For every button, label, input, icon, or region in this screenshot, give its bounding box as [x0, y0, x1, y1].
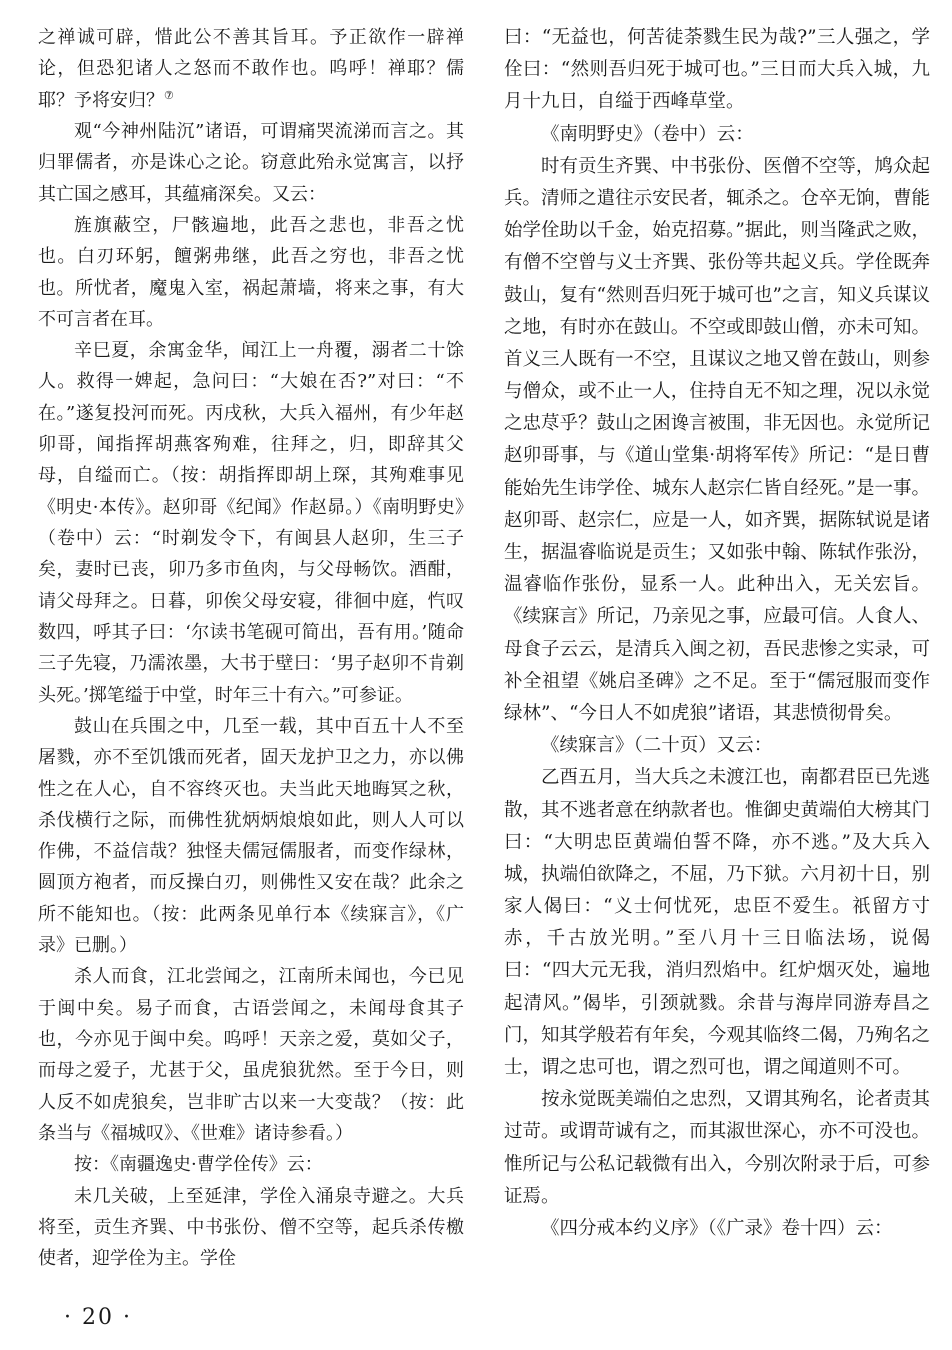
footnote-marker: ⑦ [164, 88, 174, 102]
paragraph-text: 未几关破，上至延津，学佺入涌泉寺避之。大兵将至，贡生齐巽、中书张份、僧不空等，起兵杀传檄使者，迎学佺为主。学佺 [38, 1185, 464, 1270]
paragraph-text: 旌旗蔽空，尸骸遍地，此吾之悲也，非吾之忧也。白刃环躬，饘粥弗继，此吾之穷也，非吾之忧也。所忧者，魔鬼入室，祸起萧墙，将来之事，有大不可言者在耳。 [38, 214, 464, 330]
paragraph [38, 22, 464, 116]
paragraph [504, 730, 930, 762]
paragraph [504, 151, 930, 730]
paragraph-text: 《四分戒本约义序》（《广录》卷十四）云： [541, 1217, 893, 1239]
paragraph-text: 《南明野史》（卷中）云： [541, 123, 754, 145]
paragraph [38, 210, 464, 335]
paragraph [504, 762, 930, 1084]
paragraph-text: 时有贡生齐巽、中书张份、医僧不空等，鸠众起兵。清师之遣往示安民者，辄杀之。仓卒无饷，曹能始学佺助以千金，始克招募。”据此，则当隆武之败，有僧不空曾与义士齐巽、张份等共起义兵。学佺既奔鼓山，复有“然则吾归死于城可也”之言，知义兵谋议之地，有时亦在鼓山。不空或即鼓山僧，亦未可知。首义三人既有一不空，且谋议之地又曾在鼓山，则参与僧众，或不止一人，住持自无不知之理，况以永觉之忠荩乎？鼓山之困谗言被围，非无因也。永觉所记赵卯哥事，与《道山堂集·胡将军传》所记：“是日曹能始先生讳学佺、城东人赵宗仁皆自经死。”是一事。赵卯哥、赵宗仁，应是一人，如齐巽，据陈轼说是诸生，据温睿临说是贡生；又如张中翰、陈轼作张汾，温睿临作张份，显系一人。此种出入，无关宏旨。《续寐言》所记，乃亲见之事，应最可信。人食人、母食子云云，是清兵入闽之初，吾民悲惨之实录，可补全祖望《姚启圣碑》之不足。至于“儒冠服而变作绿林”、“今日人不如虎狼”诸语，其悲愤彻骨矣。 [504, 155, 930, 724]
paragraph-text: 鼓山在兵围之中，几至一载，其中百五十人不至屠戮，亦不至饥饿而死者，固天龙护卫之力，亦以佛性之在人心，自不容终灭也。夫当此天地晦冥之秋，杀伐横行之际，而佛性犹炳炳烺烺如此，则人人可以作佛，不益信哉？独怪夫儒冠儒服者，而变作绿林，圆顶方袍者，而反操白刃，则佛性又安在哉？此余之所不能知也。（按：此两条见单行本《续寐言》，《广录》已删。） [38, 715, 464, 957]
paragraph [38, 116, 464, 210]
paragraph [38, 335, 464, 711]
right-text-column [504, 22, 930, 1245]
paragraph-text: 《续寐言》（二十页）又云： [541, 735, 773, 757]
paragraph [504, 1213, 930, 1245]
paragraph [504, 22, 930, 119]
paragraph-text: 杀人而食，江北尝闻之，江南所未闻也，今已见于闽中矣。易子而食，古语尝闻之，未闻母食其子也，今亦见于闽中矣。呜呼！天亲之爱，莫如父子，而母之爱子，尤甚于父，虽虎狼犹然。至于今日，则人反不如虎狼矣，岂非旷古以来一大变哉？（按：此条当与《福城叹》、《世难》诸诗参看。） [38, 966, 464, 1144]
paragraph [38, 961, 464, 1149]
paragraph [504, 1084, 930, 1213]
paragraph-text: 按永觉既美端伯之忠烈，又谓其殉名，论者责其过苛。或谓苛诚有之，而其淑世深心，亦不可没也。惟所记与公私记载微有出入，今别次附录于后，可参证焉。 [504, 1089, 930, 1207]
paragraph-text: 按：《南疆逸史·曹学佺传》云： [74, 1154, 323, 1176]
paragraph [38, 1181, 464, 1275]
paragraph-text: 乙酉五月，当大兵之未渡江也，南都君臣已先逃散，其不逃者意在纳款者也。惟御史黄端伯大榜其门曰：“大明忠臣黄端伯誓不降，亦不逃。”及大兵入城，执端伯欲降之，不屈，乃下狱。六月初十日，别家人偈曰：“义士何忧死，忠臣不爱生。祇留方寸赤，千古放光明。”至八月十三日临法场，说偈曰：“四大元无我，消归烈焰中。红炉烟灭处，遍地起清风。”偈毕，引颈就戮。余昔与海岸同游寿昌之门，知其学般若有年矣，今观其临终二偈，乃殉名之士，谓之忠可也，谓之烈可也，谓之闻道则不可。 [504, 767, 930, 1078]
page-number: · 20 · [64, 1305, 132, 1330]
left-text-column [38, 22, 464, 1275]
paragraph-text: 之禅诚可辟，惜此公不善其旨耳。予正欲作一辟禅论，但恐犯诸人之怒而不敢作也。呜呼！禅耶？儒耶？予将安归？ [38, 27, 464, 111]
paragraph-text: 观“今神州陆沉”诸语，可谓痛哭流涕而言之。其归罪儒者，亦是诛心之论。窃意此殆永觉寓言，以抒其亡国之感耳，其蕴痛深矣。又云： [38, 120, 464, 205]
paragraph [504, 119, 930, 151]
paragraph-text: 辛巳夏，余寓金华，闻江上一舟覆，溺者二十馀人。救得一婢起，急问曰：“大娘在否?”对曰：“不在。”遂复投河而死。丙戌秋，大兵入福州，有少年赵卯哥，闻指挥胡燕客殉难，往拜之，归，即辞其父母，自缢而亡。（按：胡指挥即胡上琛，其殉难事见《明史·本传》。赵卯哥《纪闻》作赵昴。）《南明野史》（卷中）云：“时剃发令下，有闽县人赵卯，生三子矣，妻时已丧，卯乃多市鱼肉，与父母畅饮。酒酣，请父母拜之。日暮，卯俟父母安寝，徘徊中庭，忾叹数四，呼其子曰：‘尔读书笔砚可简出，吾有用。’随命三子先寝，乃濡浓墨，大书于壁曰：‘男子赵卯不肯剃头死。’掷笔缢于中堂，时年三十有六。”可参证。 [38, 340, 464, 706]
paragraph [38, 711, 464, 962]
paragraph-text: 曰：“无益也，何苦徒荼戮生民为哉?”三人强之，学佺曰：“然则吾归死于城可也。”三日而大兵入城，九月十九日，自缢于西峰草堂。 [504, 27, 930, 113]
paragraph [38, 1149, 464, 1180]
